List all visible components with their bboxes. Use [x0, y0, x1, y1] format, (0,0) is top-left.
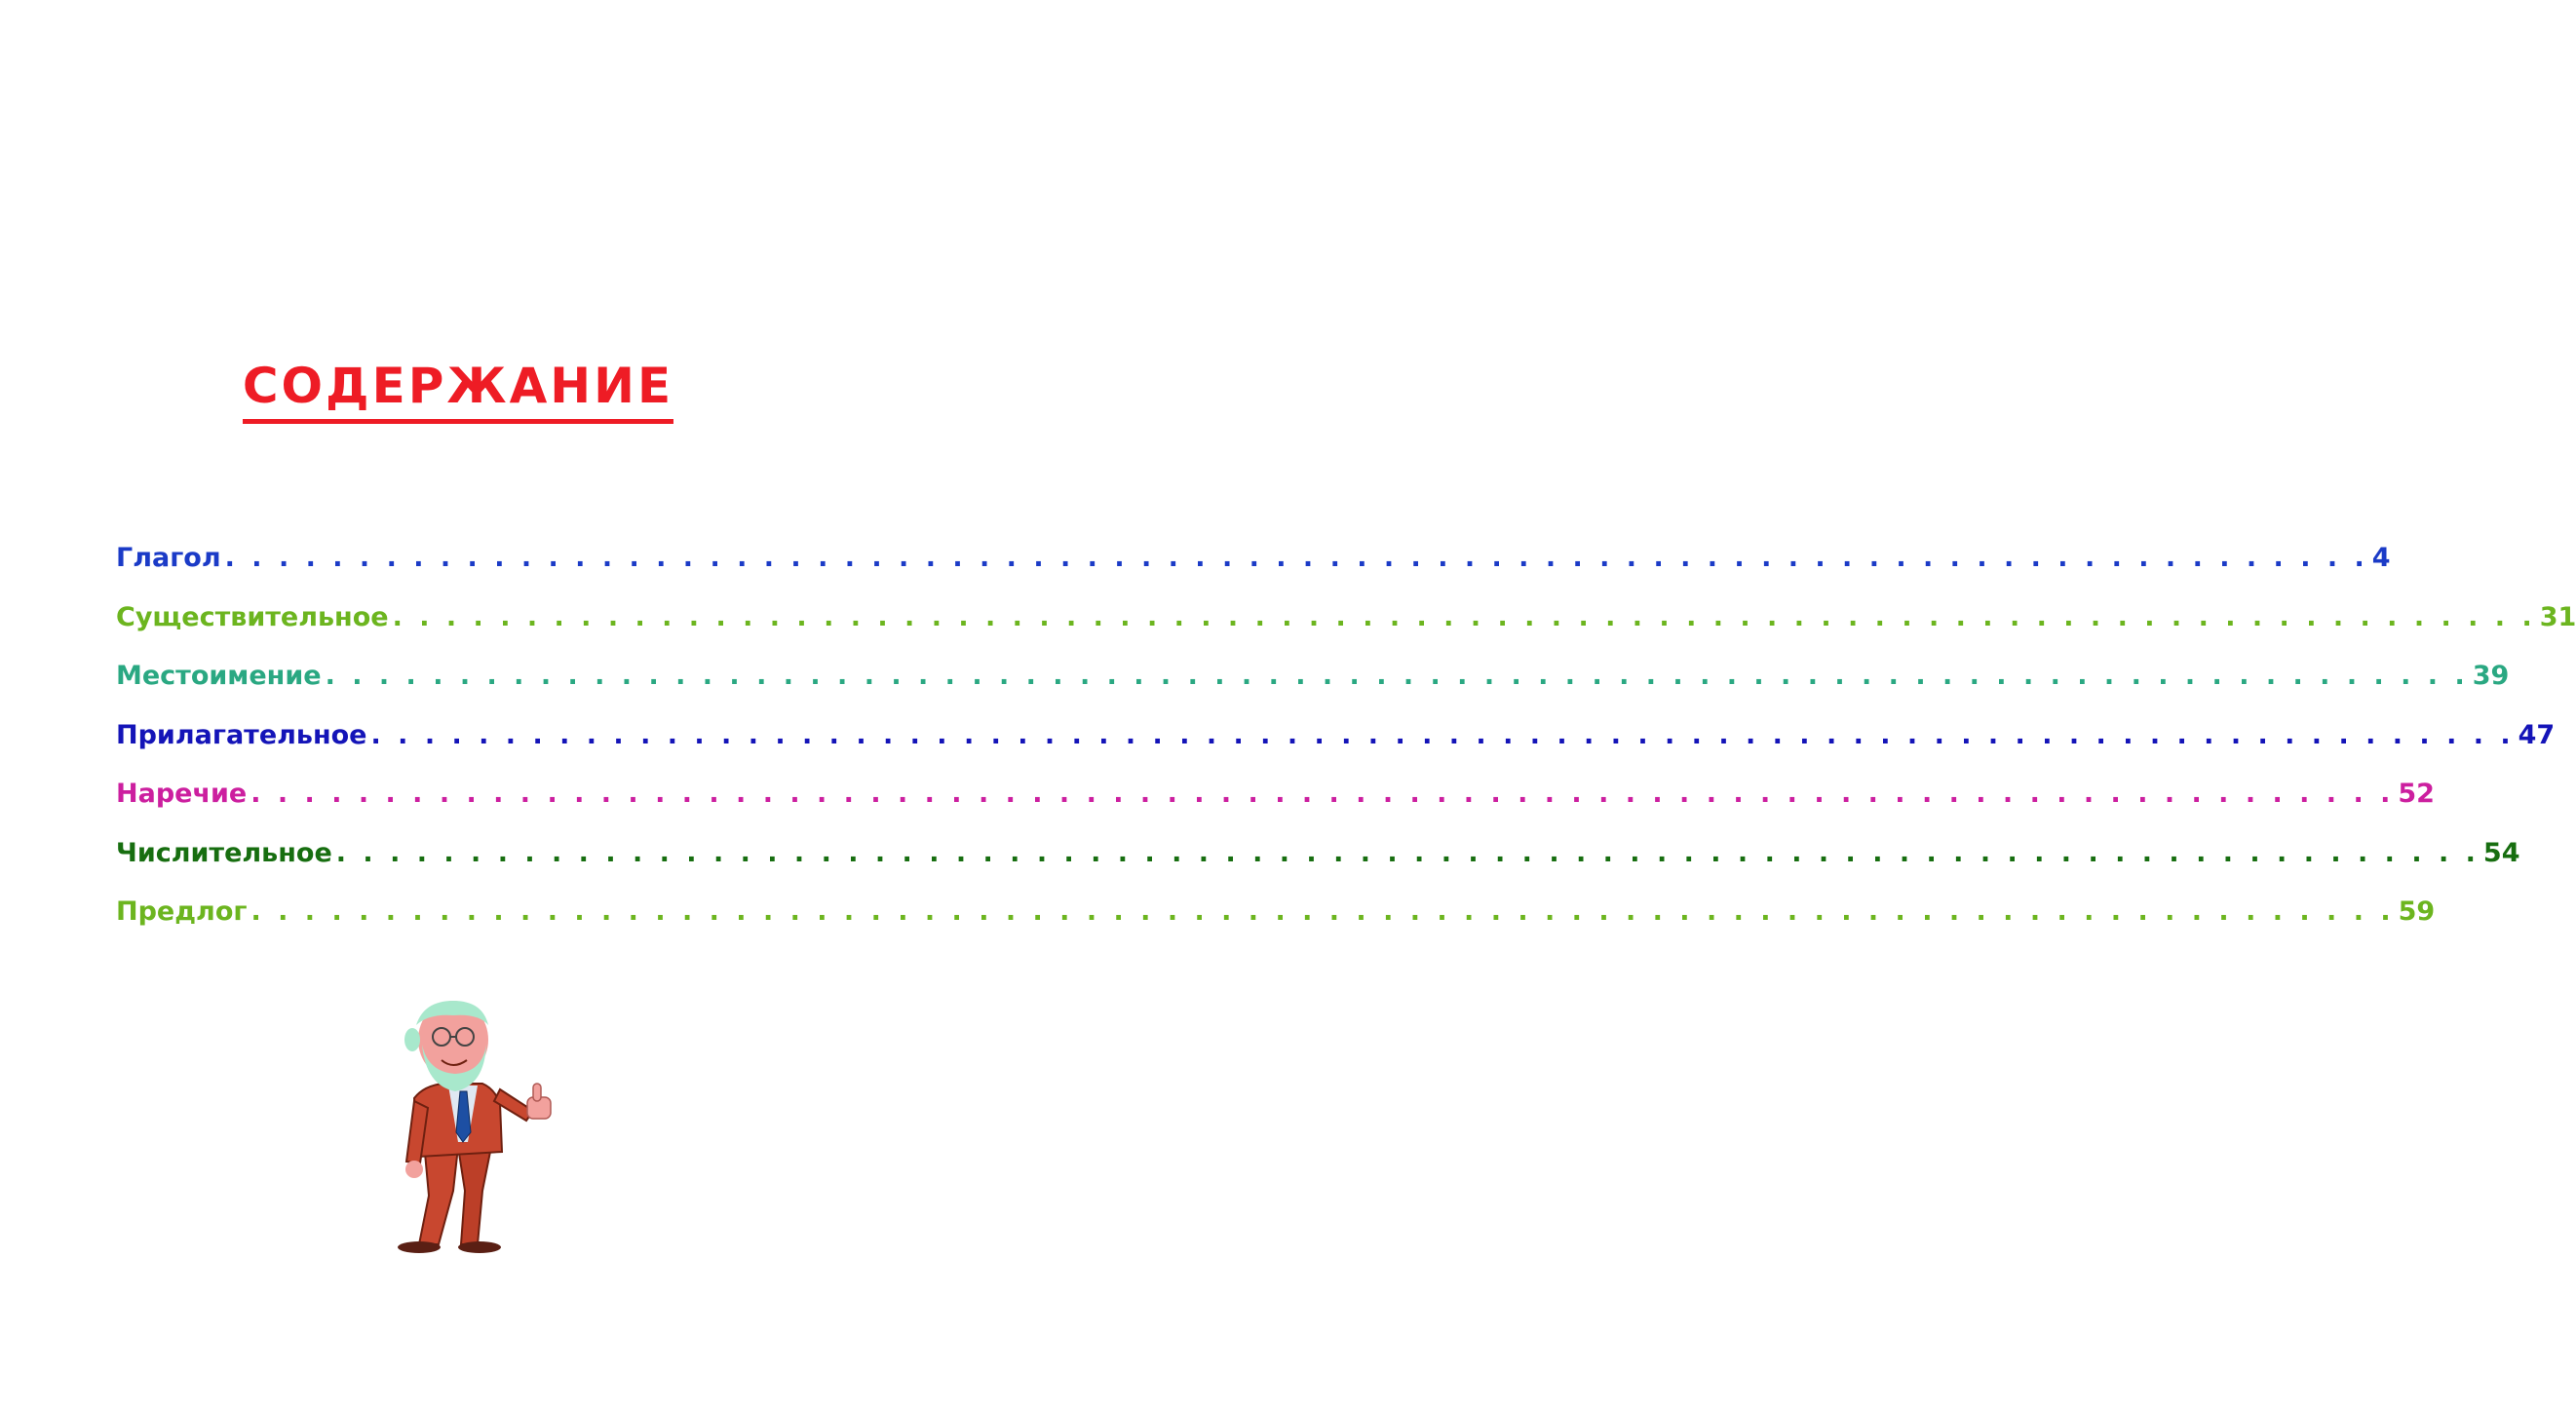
toc-dot-leader: . . . . . . . . . . . . . . . . . . . . . . . . . . . . . . . . . . . . . . . . . . . . . . . . . . . . . . . . . . . . . . . . . . . . . . . . . . . . . . . . — [250, 779, 2395, 809]
toc-entry-label: Местоимение — [116, 661, 322, 691]
toc-entry-page-number: 39 — [2472, 661, 2510, 691]
old-man-thumbs-up-icon — [385, 996, 580, 1263]
toc-entry-page-number: 31 — [2539, 601, 2576, 632]
toc-entry-page-number: 52 — [2398, 779, 2435, 809]
toc-entry-label: Существительное — [116, 601, 389, 632]
toc-dot-leader: . . . . . . . . . . . . . . . . . . . . . . . . . . . . . . . . . . . . . . . . . . . . . . . . . . . . . . . . . . . . . . . . . . . . . . . . . . . . . . . . — [392, 601, 2536, 632]
toc-entry-label: Прилагательное — [116, 719, 367, 750]
toc-entry[interactable] — [116, 893, 2436, 952]
toc-entry-page-number: 59 — [2398, 896, 2436, 927]
toc-entry-page-number: 54 — [2482, 837, 2520, 868]
toc-dot-leader: . . . . . . . . . . . . . . . . . . . . . . . . . . . . . . . . . . . . . . . . . . . . . . . . . . . . . . . . . . . . . . . . . . . . . . . . . . . . . . . . — [325, 661, 2469, 691]
toc-entry[interactable] — [116, 834, 2520, 894]
toc-entry-page-number: 4 — [2371, 543, 2391, 573]
toc-entry[interactable] — [116, 657, 2510, 716]
toc-dot-leader: . . . . . . . . . . . . . . . . . . . . . . . . . . . . . . . . . . . . . . . . . . . . . . . . . . . . . . . . . . . . . . . . . . . . . . . . . . . . . . . . — [370, 719, 2515, 750]
toc-entry-label: Числительное — [116, 837, 332, 868]
toc-entry-label: Глагол — [116, 543, 221, 573]
toc-dot-leader: . . . . . . . . . . . . . . . . . . . . . . . . . . . . . . . . . . . . . . . . . . . . . . . . . . . . . . . . . . . . . . . . . . . . . . . . . . . . . . . . — [250, 896, 2395, 927]
toc-entry-page-number: 47 — [2518, 719, 2556, 750]
toc-dot-leader: . . . . . . . . . . . . . . . . . . . . . . . . . . . . . . . . . . . . . . . . . . . . . . . . . . . . . . . . . . . . . . . . . . . . . . . . . . . . . . . . — [335, 837, 2480, 868]
table-of-contents — [116, 539, 2576, 952]
page-title: СОДЕРЖАНИЕ — [243, 359, 673, 424]
title-container — [0, 359, 916, 424]
toc-entry-label: Наречие — [116, 779, 248, 809]
toc-entry[interactable] — [116, 598, 2576, 658]
toc-entry-label: Предлог — [116, 896, 248, 927]
toc-entry[interactable] — [116, 716, 2556, 776]
toc-entry[interactable] — [116, 539, 2391, 598]
toc-entry[interactable] — [116, 775, 2435, 834]
toc-dot-leader: . . . . . . . . . . . . . . . . . . . . . . . . . . . . . . . . . . . . . . . . . . . . . . . . . . . . . . . . . . . . . . . . . . . . . . . . . . . . . . . . — [224, 543, 2368, 573]
